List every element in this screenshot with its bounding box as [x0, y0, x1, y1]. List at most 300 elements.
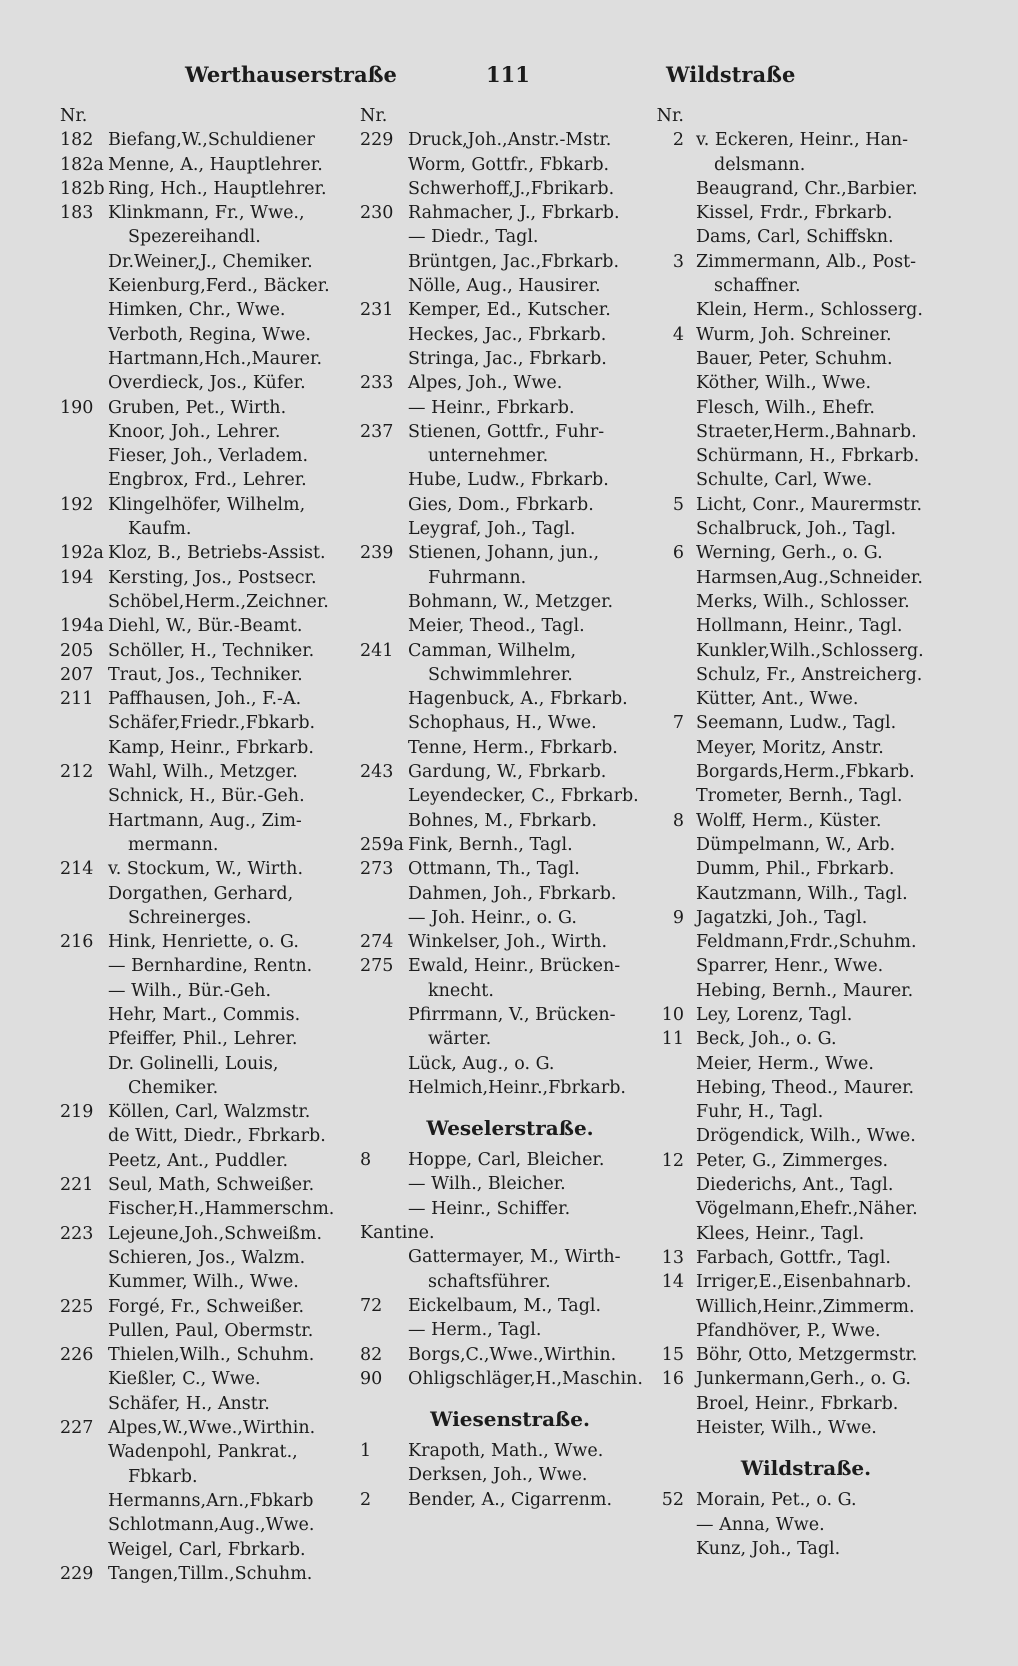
- house-number: 205: [60, 640, 94, 661]
- resident-entry: Junkermann,Gerh., o. G.: [696, 1369, 911, 1390]
- house-number: 8: [672, 810, 684, 831]
- resident-entry: Kießler, C., Wwe.: [108, 1369, 261, 1390]
- directory-entry: [360, 687, 660, 711]
- directory-entry: [656, 541, 956, 565]
- resident-entry: Pfirrmann, V., Brücken-: [408, 1004, 616, 1025]
- directory-entry: [60, 1076, 350, 1100]
- resident-entry: Schürmann, H., Fbrkarb.: [696, 446, 920, 467]
- resident-entry: Traut, Jos., Techniker.: [108, 664, 303, 685]
- directory-entry: [60, 760, 350, 784]
- column-right: [656, 104, 956, 1561]
- directory-entry: [360, 906, 660, 930]
- resident-entry: Morain, Pet., o. G.: [696, 1490, 857, 1511]
- house-number: 7: [672, 713, 684, 734]
- resident-entry: Feldmann,Frdr.,Schuhm.: [696, 932, 917, 953]
- directory-entry: [360, 1148, 660, 1172]
- directory-entry: [656, 1027, 956, 1051]
- resident-entry: Krapoth, Math., Wwe.: [408, 1441, 604, 1462]
- house-number: 194: [60, 567, 94, 588]
- directory-entry: [360, 736, 660, 760]
- resident-entry: Bauer, Peter, Schuhm.: [696, 348, 893, 369]
- directory-entry: [656, 736, 956, 760]
- house-number: 211: [60, 689, 94, 710]
- resident-entry: de Witt, Diedr., Fbrkarb.: [108, 1126, 326, 1147]
- resident-entry: Kersting, Jos., Postsecr.: [108, 567, 317, 588]
- directory-entry: [360, 177, 660, 201]
- resident-entry: Hagenbuck, A., Fbrkarb.: [408, 689, 628, 710]
- resident-entry: Alpes, Joh., Wwe.: [408, 373, 563, 394]
- directory-entry: [656, 954, 956, 978]
- directory-entry: [60, 590, 350, 614]
- directory-entry: [656, 614, 956, 638]
- house-number: 2: [672, 130, 684, 151]
- resident-entry: Eickelbaum, M., Tagl.: [408, 1295, 602, 1316]
- directory-entry: [60, 687, 350, 711]
- directory-entry: [360, 809, 660, 833]
- resident-entry: Keienburg,Ferd., Bäcker.: [108, 276, 330, 297]
- house-number: 229: [60, 1563, 94, 1584]
- directory-entry: [656, 1319, 956, 1343]
- directory-entry: [360, 566, 660, 590]
- directory-entry: [656, 1222, 956, 1246]
- resident-entry: Lejeune,Joh.,Schweißm.: [108, 1223, 323, 1244]
- directory-entry: [60, 882, 350, 906]
- resident-entry: Ohligschläger,H.,Maschin.: [408, 1368, 643, 1389]
- resident-entry: Pfandhöver, P., Wwe.: [696, 1320, 881, 1341]
- resident-entry: mermann.: [128, 834, 219, 855]
- resident-entry: Druck,Joh.,Anstr.-Mstr.: [408, 130, 612, 151]
- directory-entry: [60, 1513, 350, 1537]
- resident-entry: v. Eckeren, Heinr., Han-: [696, 130, 909, 151]
- directory-entry: [360, 1488, 660, 1512]
- directory-entry: [60, 1246, 350, 1270]
- resident-entry: Fbkarb.: [128, 1466, 198, 1487]
- resident-entry: Fuhr, H., Tagl.: [696, 1102, 824, 1123]
- house-number: 15: [661, 1345, 684, 1366]
- house-number: 243: [360, 762, 394, 783]
- house-number: 10: [661, 1004, 684, 1025]
- resident-entry: Kautzmann, Wilh., Tagl.: [696, 883, 908, 904]
- directory-entry: [60, 274, 350, 298]
- resident-entry: Klinkmann, Fr., Wwe.,: [108, 203, 305, 224]
- house-number: Nr.: [656, 106, 684, 126]
- directory-entry: [60, 809, 350, 833]
- resident-entry: Broel, Heinr., Fbrkarb.: [696, 1393, 899, 1414]
- resident-entry: Spezereihandl.: [128, 227, 261, 248]
- resident-entry: Schnick, H., Bür.-Geh.: [108, 786, 305, 807]
- resident-entry: Knoor, Joh., Lehrer.: [108, 421, 281, 442]
- resident-entry: Gardung, W., Fbrkarb.: [408, 762, 607, 783]
- directory-entry: [656, 1416, 956, 1440]
- house-number: 183: [60, 203, 94, 224]
- resident-entry: schaffner.: [714, 276, 801, 297]
- resident-entry: Zimmermann, Alb., Post-: [696, 251, 917, 272]
- directory-entry: [60, 298, 350, 322]
- directory-entry: [656, 177, 956, 201]
- house-number: 226: [60, 1345, 94, 1366]
- directory-entry: [656, 1197, 956, 1221]
- resident-entry: Böhr, Otto, Metzgermstr.: [696, 1345, 918, 1366]
- directory-entry: [656, 323, 956, 347]
- directory-entry: [656, 1295, 956, 1319]
- directory-entry: [360, 1197, 660, 1221]
- resident-entry: Bender, A., Cigarrenm.: [408, 1489, 613, 1510]
- directory-entry: [60, 930, 350, 954]
- resident-entry: Peetz, Ant., Puddler.: [108, 1150, 289, 1171]
- directory-entry: [360, 541, 660, 565]
- house-number: 227: [60, 1418, 94, 1439]
- directory-entry: [656, 639, 956, 663]
- house-number: 259a: [360, 834, 404, 855]
- directory-entry: [60, 711, 350, 735]
- directory-entry: [656, 1149, 956, 1173]
- directory-entry: [60, 468, 350, 492]
- resident-entry: Seul, Math, Schweißer.: [108, 1175, 315, 1196]
- resident-entry: Schlotmann,Aug.,Wwe.: [108, 1515, 315, 1536]
- house-number: 207: [60, 664, 94, 685]
- house-number: 82: [360, 1344, 383, 1365]
- resident-entry: Bohmann, W., Metzger.: [408, 591, 614, 612]
- resident-entry: Gattermayer, M., Wirth-: [408, 1247, 621, 1268]
- resident-entry: Schöbel,Herm.,Zeichner.: [108, 591, 329, 612]
- directory-entry: [656, 274, 956, 298]
- directory-entry: [360, 590, 660, 614]
- resident-entry: Stienen, Johann, jun.,: [408, 543, 600, 564]
- directory-entry: [656, 298, 956, 322]
- directory-entry: [60, 517, 350, 541]
- directory-entry: [360, 954, 660, 978]
- directory-entry: [656, 687, 956, 711]
- directory-entry: [656, 663, 956, 687]
- resident-entry: Fuhrmann.: [428, 567, 527, 588]
- house-number: 223: [60, 1223, 94, 1244]
- directory-entry: [656, 833, 956, 857]
- resident-entry: Dorgathen, Gerhard,: [108, 883, 294, 904]
- resident-entry: Trometer, Bernh., Tagl.: [696, 786, 903, 807]
- resident-entry: Paffhausen, Joh., F.-A.: [108, 689, 302, 710]
- resident-entry: Kemper, Ed., Kutscher.: [408, 300, 611, 321]
- resident-entry: Fieser, Joh., Verladem.: [108, 446, 309, 467]
- house-number: 8: [360, 1150, 372, 1171]
- directory-entry: [360, 468, 660, 492]
- directory-entry: [60, 250, 350, 274]
- directory-entry: [60, 1149, 350, 1173]
- house-number: Nr.: [360, 106, 388, 126]
- resident-entry: Harmsen,Aug.,Schneider.: [696, 567, 923, 588]
- directory-entry: [360, 784, 660, 808]
- resident-entry: Beck, Joh., o. G.: [696, 1029, 837, 1050]
- directory-entry: [360, 371, 660, 395]
- resident-entry: Dr.Weiner,J., Chemiker.: [108, 251, 313, 272]
- directory-entry: [656, 1100, 956, 1124]
- resident-entry: Jagatzki, Joh., Tagl.: [696, 907, 868, 928]
- directory-entry: [60, 1562, 350, 1586]
- directory-entry: [360, 274, 660, 298]
- resident-entry: — Heinr., Fbrkarb.: [408, 397, 575, 418]
- resident-entry: Köther, Wilh., Wwe.: [696, 373, 872, 394]
- directory-entry: [60, 1367, 350, 1391]
- resident-entry: Menne, A., Hauptlehrer.: [108, 154, 323, 175]
- resident-entry: Ottmann, Th., Tagl.: [408, 859, 580, 880]
- directory-entry: [360, 1245, 660, 1269]
- directory-entry: [656, 1343, 956, 1367]
- resident-entry: Hermanns,Arn.,Fbkarb: [108, 1490, 314, 1511]
- resident-entry: — Anna, Wwe.: [696, 1514, 825, 1535]
- directory-entry: [656, 1124, 956, 1148]
- resident-entry: Gruben, Pet., Wirth.: [108, 397, 287, 418]
- resident-entry: Borgards,Herm.,Fbkarb.: [696, 762, 915, 783]
- resident-entry: Schreinerges.: [128, 907, 252, 928]
- resident-entry: Sparrer, Henr., Wwe.: [696, 956, 884, 977]
- resident-entry: Wadenpohl, Pankrat.,: [108, 1442, 298, 1463]
- directory-entry: [60, 153, 350, 177]
- directory-entry: [360, 250, 660, 274]
- resident-entry: Schäfer, H., Anstr.: [108, 1393, 270, 1414]
- resident-entry: Overdieck, Jos., Küfer.: [108, 373, 306, 394]
- directory-entry: [60, 1100, 350, 1124]
- directory-entry: [656, 493, 956, 517]
- directory-entry: [60, 177, 350, 201]
- directory-entry: [360, 1052, 660, 1076]
- resident-entry: — Heinr., Schiffer.: [408, 1198, 571, 1219]
- resident-entry: Nölle, Aug., Hausirer.: [408, 276, 601, 297]
- resident-entry: Alpes,W.,Wwe.,Wirthin.: [108, 1418, 316, 1439]
- resident-entry: Himken, Chr., Wwe.: [108, 300, 286, 321]
- resident-entry: Camman, Wilhelm,: [408, 640, 577, 661]
- resident-entry: Rahmacher, J., Fbrkarb.: [408, 203, 620, 224]
- resident-entry: — Bernhardine, Rentn.: [108, 956, 313, 977]
- directory-entry: [360, 1343, 660, 1367]
- header-street-right: Wildstraße: [666, 62, 796, 87]
- directory-entry: [360, 323, 660, 347]
- directory-entry: [60, 1173, 350, 1197]
- directory-entry: [60, 1440, 350, 1464]
- resident-entry: Meier, Herm., Wwe.: [696, 1053, 874, 1074]
- house-number: 72: [360, 1295, 383, 1316]
- resident-entry: Kummer, Wilh., Wwe.: [108, 1272, 299, 1293]
- house-number: 231: [360, 300, 394, 321]
- house-number: 192a: [60, 543, 104, 564]
- house-number: 13: [661, 1247, 684, 1268]
- resident-entry: Dumm, Phil., Fbrkarb.: [696, 859, 895, 880]
- resident-entry: Klingelhöfer, Wilhelm,: [108, 494, 306, 515]
- resident-entry: Diehl, W., Bür.-Beamt.: [108, 616, 303, 637]
- directory-entry: [656, 1076, 956, 1100]
- directory-entry: [60, 614, 350, 638]
- directory-entry: [360, 1172, 660, 1196]
- directory-entry: [360, 614, 660, 638]
- house-number: 190: [60, 397, 94, 418]
- resident-entry: Hoppe, Carl, Bleicher.: [408, 1150, 605, 1171]
- street-heading-weselerstrasse: Weselerstraße.: [426, 1116, 594, 1141]
- house-number: 182: [60, 130, 94, 151]
- resident-entry: Vögelmann,Ehefr.,Näher.: [696, 1199, 918, 1220]
- directory-entry: [656, 517, 956, 541]
- resident-entry: Ley, Lorenz, Tagl.: [696, 1004, 853, 1025]
- directory-entry: [60, 1003, 350, 1027]
- directory-entry: [656, 906, 956, 930]
- resident-entry: Weigel, Carl, Fbrkarb.: [108, 1539, 306, 1560]
- resident-entry: Lück, Aug., o. G.: [408, 1053, 555, 1074]
- resident-entry: Pullen, Paul, Obermstr.: [108, 1320, 314, 1341]
- directory-entry: [656, 128, 956, 152]
- directory-entry: [656, 930, 956, 954]
- directory-entry: [60, 1489, 350, 1513]
- resident-entry: Derksen, Joh., Wwe.: [408, 1465, 588, 1486]
- resident-entry: Schulz, Fr., Anstreicherg.: [696, 664, 923, 685]
- resident-entry: Engbrox, Frd., Lehrer.: [108, 470, 307, 491]
- directory-entry: [360, 1027, 660, 1051]
- resident-entry: Klein, Herm., Schlosserg.: [696, 300, 923, 321]
- resident-entry: Thielen,Wilh., Schuhm.: [108, 1345, 315, 1366]
- directory-entry: [360, 1463, 660, 1487]
- directory-entry: [60, 128, 350, 152]
- directory-entry: [656, 225, 956, 249]
- directory-entry: [360, 833, 660, 857]
- house-number: 90: [360, 1368, 383, 1389]
- directory-entry: [656, 711, 956, 735]
- directory-entry: [360, 201, 660, 225]
- directory-entry: [656, 1173, 956, 1197]
- resident-entry: v. Stockum, W., Wirth.: [108, 859, 304, 880]
- directory-entry: [360, 225, 660, 249]
- directory-entry: [360, 420, 660, 444]
- resident-entry: Kütter, Ant., Wwe.: [696, 689, 859, 710]
- directory-entry: [656, 784, 956, 808]
- resident-entry: Wolff, Herm., Küster.: [696, 810, 882, 831]
- resident-entry: Kloz, B., Betriebs-Assist.: [108, 543, 326, 564]
- directory-entry: [60, 1197, 350, 1221]
- resident-entry: Helmich,Heinr.,Fbrkarb.: [408, 1077, 626, 1098]
- resident-entry: Hartmann, Aug., Zim-: [108, 810, 302, 831]
- directory-entry: [60, 639, 350, 663]
- directory-entry: [360, 1318, 660, 1342]
- directory-entry: [656, 882, 956, 906]
- directory-entry: [360, 760, 660, 784]
- directory-entry: [360, 1076, 660, 1100]
- directory-entry: [360, 153, 660, 177]
- resident-entry: Kaufm.: [128, 519, 192, 540]
- house-number: 274: [360, 932, 394, 953]
- resident-entry: Hartmann,Hch.,Maurer.: [108, 348, 323, 369]
- resident-entry: Schäfer,Friedr.,Fbkarb.: [108, 713, 316, 734]
- house-number: 241: [360, 640, 394, 661]
- directory-entry: [60, 1295, 350, 1319]
- directory-entry: [656, 250, 956, 274]
- resident-entry: Diederichs, Ant., Tagl.: [696, 1175, 894, 1196]
- resident-entry: Heister, Wilh., Wwe.: [696, 1418, 877, 1439]
- resident-entry: Kunkler,Wilh.,Schlosserg.: [696, 640, 924, 661]
- resident-entry: Schophaus, H., Wwe.: [408, 713, 597, 734]
- directory-entry: [60, 371, 350, 395]
- resident-entry: Hehr, Mart., Commis.: [108, 1004, 301, 1025]
- directory-entry: [360, 663, 660, 687]
- resident-entry: Peter, G., Zimmerges.: [696, 1150, 889, 1171]
- house-number: 4: [672, 324, 684, 345]
- house-number: 275: [360, 956, 394, 977]
- house-number: 16: [661, 1369, 684, 1390]
- resident-entry: unternehmer.: [428, 446, 549, 467]
- directory-entry: [360, 396, 660, 420]
- directory-entry: [360, 298, 660, 322]
- house-number: 3: [672, 251, 684, 272]
- directory-entry: [360, 347, 660, 371]
- resident-entry: Stringa, Jac., Fbrkarb.: [408, 348, 607, 369]
- resident-entry: Hebing, Theod., Maurer.: [696, 1077, 915, 1098]
- house-number: 9: [672, 907, 684, 928]
- resident-entry: Werning, Gerh., o. G.: [696, 543, 883, 564]
- resident-entry: Schwimmlehrer.: [428, 664, 573, 685]
- resident-entry: Wahl, Wilh., Metzger.: [108, 762, 298, 783]
- street-heading-wildstrasse: Wildstraße.: [740, 1456, 872, 1481]
- house-number: 52: [661, 1490, 684, 1511]
- directory-entry: [656, 809, 956, 833]
- directory-entry: [360, 1439, 660, 1463]
- directory-entry: [360, 882, 660, 906]
- directory-entry: [656, 566, 956, 590]
- resident-entry: — Wilh., Bür.-Geh.: [108, 980, 272, 1001]
- directory-entry: [656, 1270, 956, 1294]
- directory-entry: [656, 371, 956, 395]
- resident-entry: Pfeiffer, Phil., Lehrer.: [108, 1029, 298, 1050]
- directory-entry: [360, 1270, 660, 1294]
- directory-entry: [60, 104, 350, 128]
- house-number: 6: [672, 543, 684, 564]
- resident-entry: Hollmann, Heinr., Tagl.: [696, 616, 903, 637]
- resident-entry: Fink, Bernh., Tagl.: [408, 834, 573, 855]
- directory-entry: [656, 979, 956, 1003]
- house-number: 273: [360, 859, 394, 880]
- house-number: 194a: [60, 616, 104, 637]
- directory-entry: [60, 420, 350, 444]
- resident-entry: Hebing, Bernh., Maurer.: [696, 980, 914, 1001]
- page-number: 111: [486, 62, 530, 87]
- directory-entry: [656, 1537, 956, 1561]
- directory-entry: [60, 784, 350, 808]
- directory-entry: [60, 347, 350, 371]
- directory-entry: [656, 857, 956, 881]
- directory-entry: [656, 1488, 956, 1512]
- directory-entry: [60, 493, 350, 517]
- house-number: 182a: [60, 154, 104, 175]
- resident-entry: Tangen,Tillm.,Schuhm.: [108, 1563, 313, 1584]
- directory-entry: [656, 1052, 956, 1076]
- resident-entry: Stienen, Gottfr., Fuhr-: [408, 421, 605, 442]
- resident-entry: Schwerhoff,J.,Fbrikarb.: [408, 178, 615, 199]
- directory-entry: [60, 1343, 350, 1367]
- directory-entry: [60, 396, 350, 420]
- directory-entry: [360, 711, 660, 735]
- directory-entry: [656, 444, 956, 468]
- directory-entry: [360, 1294, 660, 1318]
- resident-entry: wärter.: [428, 1029, 492, 1050]
- house-number: 2: [360, 1489, 372, 1510]
- resident-entry: Brüntgen, Jac.,Fbrkarb.: [408, 251, 620, 272]
- directory-entry: [656, 760, 956, 784]
- street-heading-wiesenstrasse: Wiesenstraße.: [430, 1407, 590, 1432]
- resident-entry: knecht.: [428, 980, 494, 1001]
- directory-entry: [656, 1246, 956, 1270]
- resident-entry: — Herm., Tagl.: [408, 1320, 542, 1341]
- resident-entry: Klees, Heinr., Tagl.: [696, 1223, 865, 1244]
- directory-entry: [60, 979, 350, 1003]
- house-number: 214: [60, 859, 94, 880]
- house-number: 237: [360, 421, 394, 442]
- resident-entry: Ewald, Heinr., Brücken-: [408, 956, 621, 977]
- resident-entry: Tenne, Herm., Fbrkarb.: [408, 737, 618, 758]
- directory-entry: [60, 323, 350, 347]
- directory-entry: [360, 857, 660, 881]
